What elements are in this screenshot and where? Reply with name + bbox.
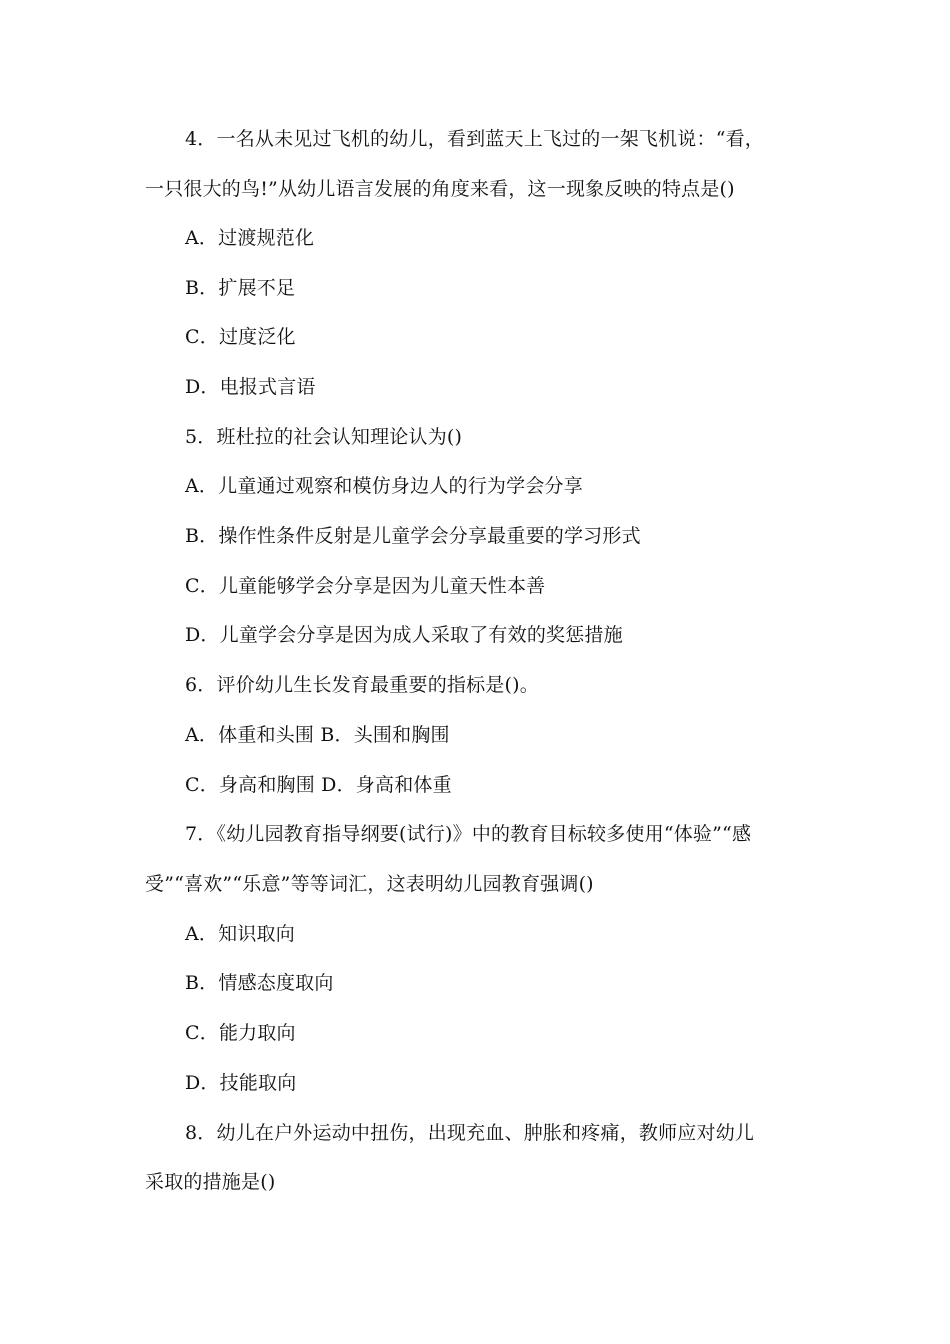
question-5-option-d: D．儿童学会分享是因为成人采取了有效的奖惩措施 <box>185 624 623 646</box>
question-6-options-ab: A．体重和头围 B．头围和胸围 <box>185 724 450 746</box>
question-4-text-line-1: 4．一名从未见过飞机的幼儿，看到蓝天上飞过的一架飞机说：“看， <box>185 128 765 150</box>
question-4-option-a: A．过渡规范化 <box>185 227 315 249</box>
question-5-option-b: B．操作性条件反射是儿童学会分享最重要的学习形式 <box>185 525 641 547</box>
question-5-text: 5．班杜拉的社会认知理论认为() <box>185 426 463 448</box>
question-7-option-d: D．技能取向 <box>185 1072 297 1094</box>
question-5-option-a: A．儿童通过观察和模仿身边人的行为学会分享 <box>185 475 583 497</box>
question-4-option-b: B．扩展不足 <box>185 277 296 299</box>
question-8-text-line-1: 8．幼儿在户外运动中扭伤，出现充血、肿胀和疼痛，教师应对幼儿 <box>185 1122 755 1144</box>
question-7-text-line-1: 7．《幼儿园教育指导纲要(试行)》中的教育目标较多使用“体验”“感 <box>185 823 752 845</box>
question-6-options-cd: C．身高和胸围 D．身高和体重 <box>185 774 452 796</box>
question-5-option-c: C．儿童能够学会分享是因为儿童天性本善 <box>185 575 546 597</box>
question-7-option-b: B．情感态度取向 <box>185 972 334 994</box>
question-7-option-a: A．知识取向 <box>185 923 295 945</box>
question-7-option-c: C．能力取向 <box>185 1022 296 1044</box>
question-8-text-line-2: 采取的措施是() <box>145 1171 276 1193</box>
question-4-text-line-2: 一只很大的鸟!”从幼儿语言发展的角度来看，这一现象反映的特点是() <box>145 178 735 200</box>
question-4-option-d: D．电报式言语 <box>185 376 316 398</box>
question-4-option-c: C．过度泛化 <box>185 326 296 348</box>
question-6-text: 6．评价幼儿生长发育最重要的指标是()。 <box>185 674 539 696</box>
question-7-text-line-2: 受”“喜欢”“乐意”等等词汇，这表明幼儿园教育强调() <box>145 873 594 895</box>
